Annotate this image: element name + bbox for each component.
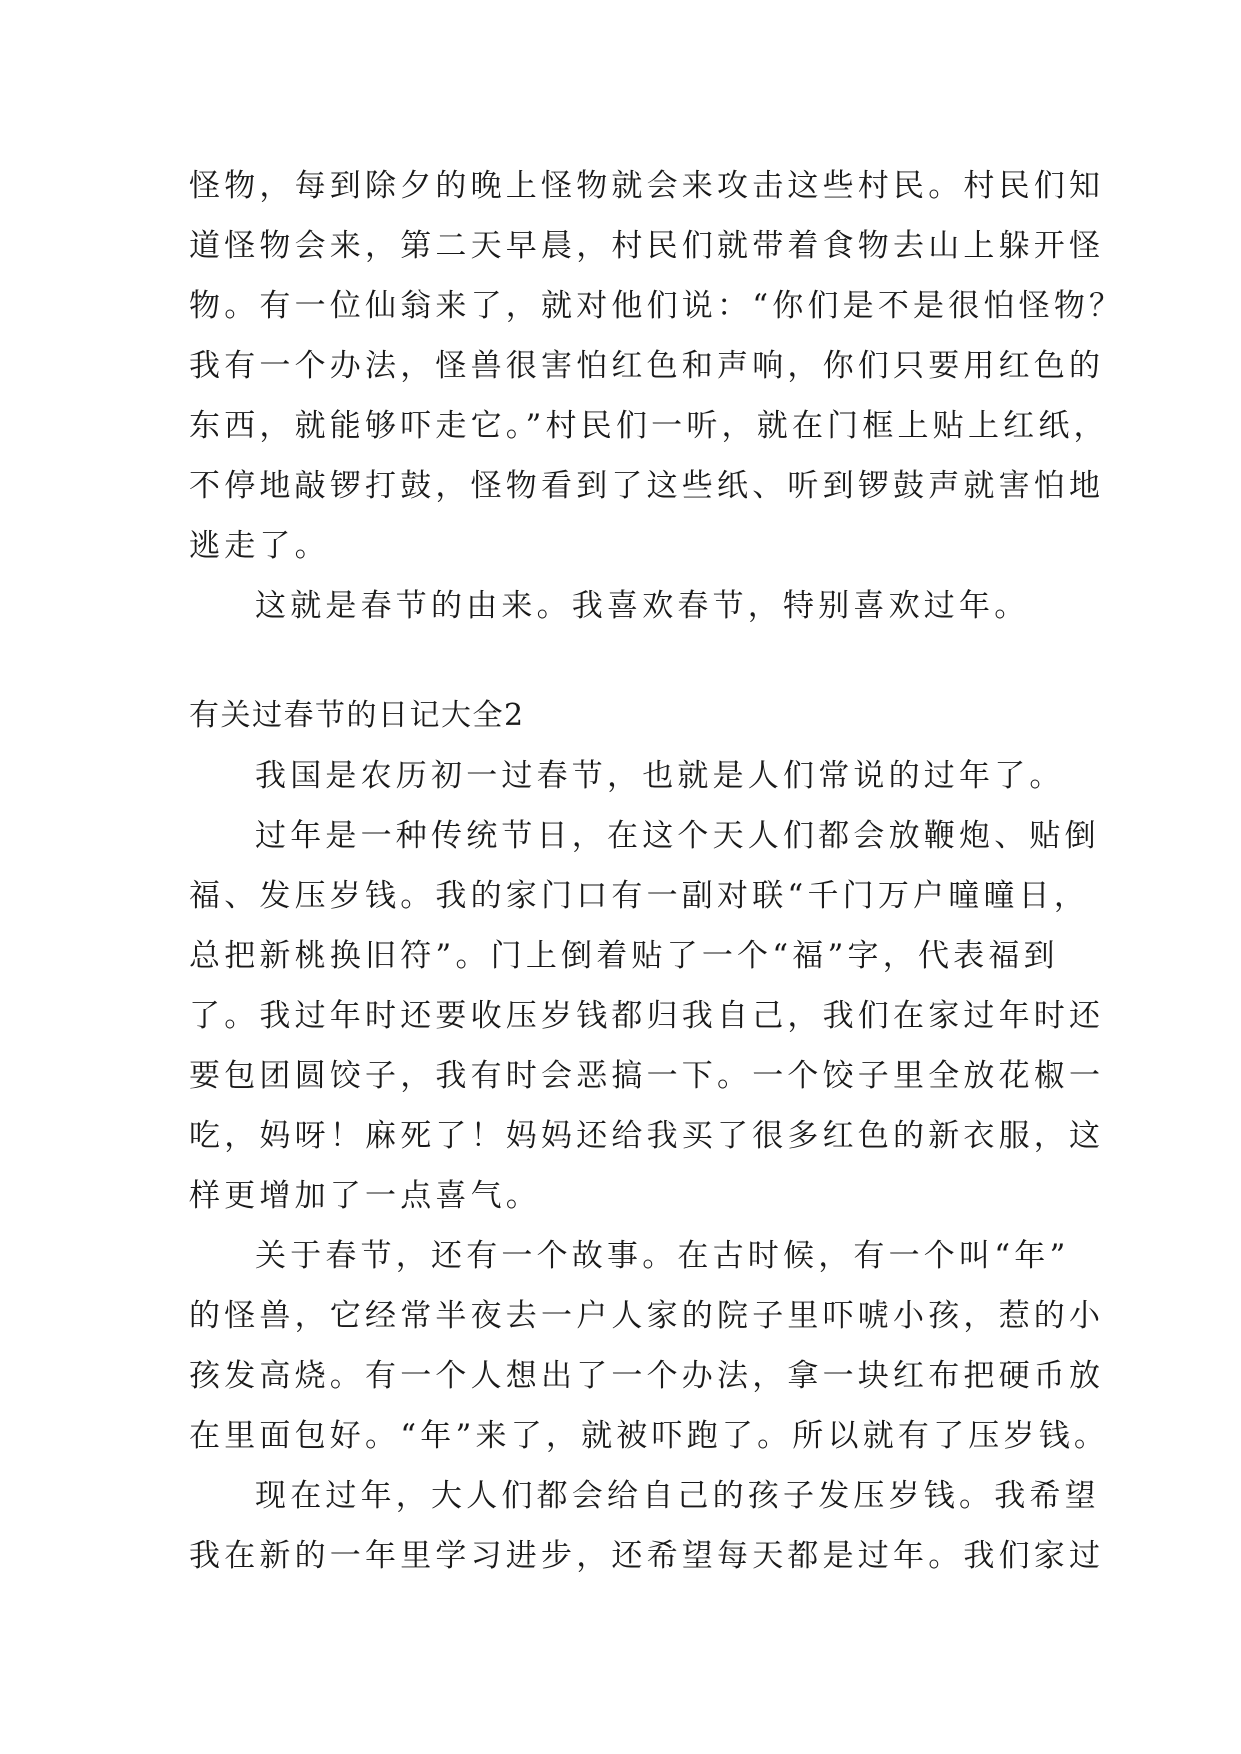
text-line: 东西，就能够吓走它。”村民们一听，就在门框上贴上红纸，	[189, 408, 1109, 444]
text-line: 在里面包好。“年”来了，就被吓跑了。所以就有了压岁钱。	[189, 1418, 1110, 1454]
text-line: 的怪兽，它经常半夜去一户人家的院子里吓唬小孩，惹的小	[189, 1298, 1105, 1334]
text-line: 这就是春节的由来。我喜欢春节，特别喜欢过年。	[255, 588, 1030, 624]
text-line: 孩发高烧。有一个人想出了一个办法，拿一块红布把硬币放	[189, 1358, 1105, 1394]
text-line: 了。我过年时还要收压岁钱都归我自己，我们在家过年时还	[189, 998, 1105, 1034]
text-line: 过年是一种传统节日，在这个天人们都会放鞭炮、贴倒	[255, 818, 1100, 854]
text-line: 要包团圆饺子，我有时会恶搞一下。一个饺子里全放花椒一	[189, 1058, 1105, 1094]
text-line: 总把新桃换旧符”。门上倒着贴了一个“福”字，代表福到	[189, 938, 1059, 974]
text-line: 我在新的一年里学习进步，还希望每天都是过年。我们家过	[189, 1538, 1105, 1574]
section-title: 有关过春节的日记大全2	[189, 698, 525, 733]
text-line: 不停地敲锣打鼓，怪物看到了这些纸、听到锣鼓声就害怕地	[189, 468, 1105, 504]
text-line: 我国是农历初一过春节，也就是人们常说的过年了。	[255, 758, 1065, 794]
text-line: 逃走了。	[189, 528, 330, 564]
text-line: 现在过年，大人们都会给自己的孩子发压岁钱。我希望	[255, 1478, 1100, 1514]
text-line: 福、发压岁钱。我的家门口有一副对联“千门万户曈曈日，	[189, 878, 1090, 914]
text-line: 我有一个办法，怪兽很害怕红色和声响，你们只要用红色的	[189, 348, 1105, 384]
text-line: 物。有一位仙翁来了，就对他们说：“你们是不是很怕怪物？	[189, 288, 1125, 324]
text-line: 吃，妈呀！麻死了！妈妈还给我买了很多红色的新衣服，这	[189, 1118, 1105, 1154]
text-line: 关于春节，还有一个故事。在古时候，有一个叫“年”	[255, 1238, 1070, 1274]
text-line: 样更增加了一点喜气。	[189, 1178, 541, 1214]
text-line: 怪物，每到除夕的晚上怪物就会来攻击这些村民。村民们知	[189, 168, 1105, 204]
text-line: 道怪物会来，第二天早晨，村民们就带着食物去山上躲开怪	[189, 228, 1105, 264]
